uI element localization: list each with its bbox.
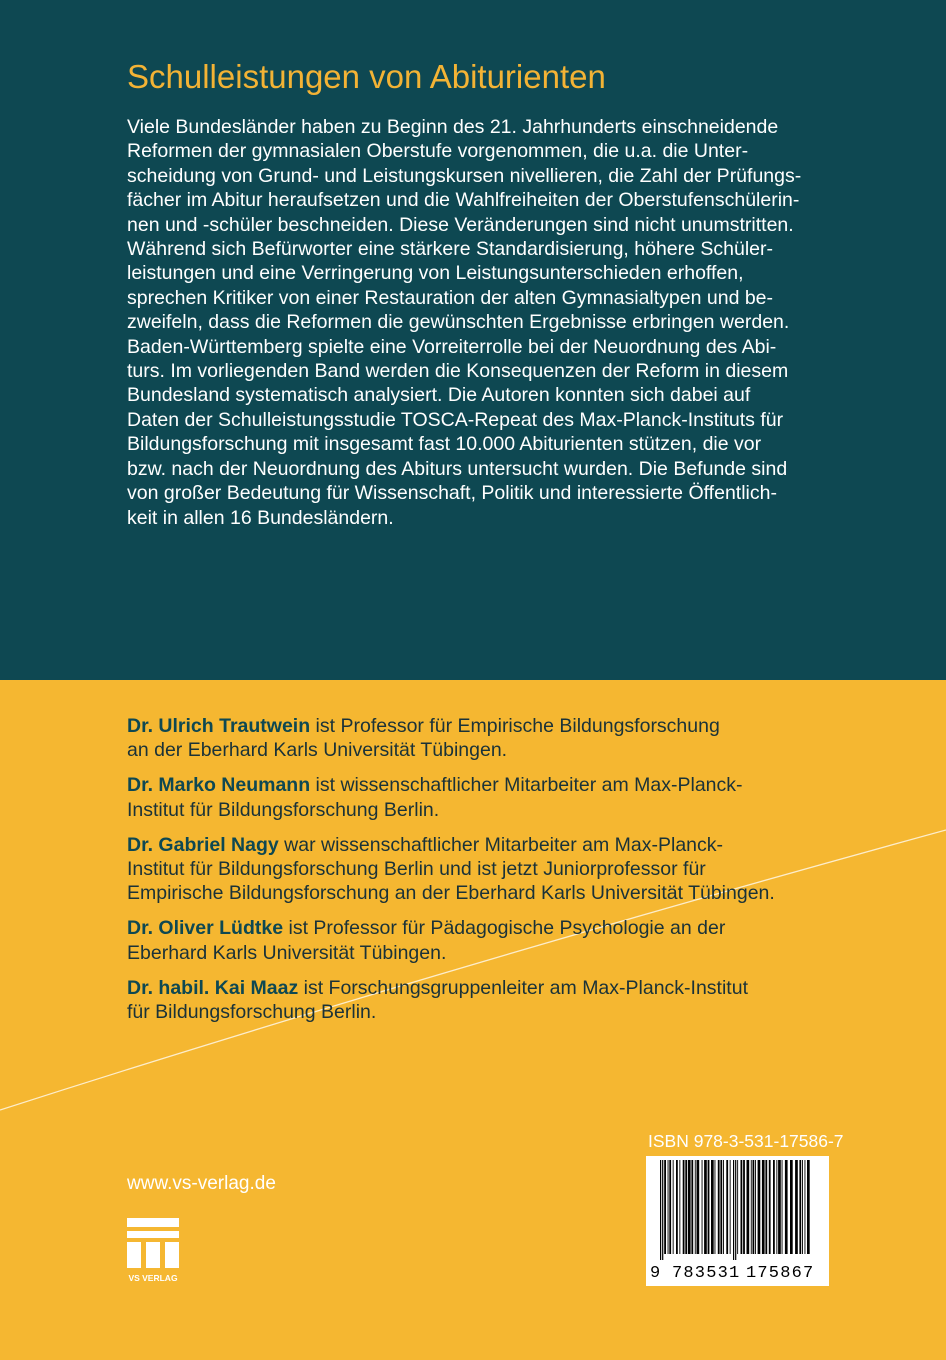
author-bio-line: Eberhard Karls Universität Tübingen. <box>127 941 447 964</box>
barcode-bar <box>799 1160 801 1254</box>
author-name: Dr. Gabriel Nagy <box>127 833 279 856</box>
barcode-bar <box>702 1160 703 1254</box>
barcode-bar <box>790 1160 793 1254</box>
barcode-bar <box>708 1160 710 1254</box>
barcode-bar <box>765 1160 767 1254</box>
barcode-bar <box>718 1160 720 1254</box>
barcode-bar <box>805 1160 806 1254</box>
author-bio-text: war wissenschaftlicher Mitarbeiter am Max-Planck- <box>278 833 724 856</box>
barcode-bar <box>685 1160 687 1254</box>
description-line: keit in allen 16 Bundesländern. <box>127 506 394 529</box>
isbn-label: ISBN 978-3-531-17586-7 <box>648 1131 844 1151</box>
barcode-bar <box>785 1160 788 1254</box>
author-name: Dr. Oliver Lüdtke <box>127 917 284 940</box>
barcode-bar <box>715 1160 716 1254</box>
barcode-bar <box>704 1160 707 1254</box>
author-bio-text: ist Forschungsgruppenleiter am Max-Planck-Institut <box>298 976 748 999</box>
barcode-digit-group-left: 783531 <box>672 1264 741 1283</box>
description-line: Viele Bundesländer haben zu Beginn des 21. Jahrhunderts einschneidende <box>127 116 779 138</box>
barcode-bar <box>769 1160 771 1254</box>
barcode-bar <box>688 1160 691 1254</box>
barcode-bar <box>673 1160 674 1254</box>
author-bios <box>127 714 827 1035</box>
barcode-bar <box>730 1160 731 1254</box>
barcode-bar <box>782 1160 783 1254</box>
description-line: Baden-Württemberg spielte eine Vorreiterrolle bei der Neuordnung des Abi- <box>127 335 777 358</box>
barcode-bar <box>676 1160 678 1254</box>
author-bio <box>127 773 827 822</box>
description-line: sprechen Kritiker von einer Restauration der alten Gymnasialtypen und be- <box>127 286 774 309</box>
description-line: fächer im Abitur heraufsetzen und die Wahlfreiheiten der Oberstufenschülerin- <box>127 189 800 212</box>
description-line: leistungen und eine Verringerung von Leistungsunterschieden erhoffen, <box>127 262 744 285</box>
barcode-bar <box>669 1160 671 1254</box>
barcode-bar <box>795 1160 798 1254</box>
author-name: Dr. Ulrich Trautwein <box>127 715 311 737</box>
barcode-bar <box>755 1160 756 1254</box>
barcode-digit-group-right: 175867 <box>746 1264 815 1283</box>
barcode-bar <box>726 1160 728 1254</box>
author-bio <box>127 714 827 763</box>
isbn-barcode <box>646 1156 829 1286</box>
barcode-bars <box>660 1160 816 1260</box>
author-bio-line: Institut für Bildungsforschung Berlin. <box>127 798 440 821</box>
barcode-bar <box>807 1160 810 1254</box>
book-title: Schulleistungen von Abiturienten <box>127 58 606 95</box>
barcode-bar <box>683 1160 685 1254</box>
barcode-digit-first: 9 <box>650 1264 661 1283</box>
barcode-bar <box>733 1160 734 1260</box>
author-bio-line <box>127 714 827 738</box>
author-bio-line <box>127 976 827 1000</box>
barcode-bar <box>735 1160 736 1260</box>
description-line: Während sich Befürworter eine stärkere Standardisierung, höhere Schüler- <box>127 238 773 261</box>
author-bio-line: Empirische Bildungsforschung an der Eberhard Karls Universität Tübingen. <box>127 882 775 905</box>
description-line: scheidung von Grund- und Leistungskursen nivellieren, die Zahl der Prüfungs- <box>127 164 802 187</box>
barcode-bar <box>758 1160 761 1254</box>
author-bio <box>127 833 827 906</box>
barcode-bar <box>723 1160 724 1254</box>
author-bio-line: für Bildungsforschung Berlin. <box>127 1001 377 1024</box>
barcode-bar <box>802 1160 803 1254</box>
vs-verlag-logo <box>127 1218 179 1284</box>
author-bio-line: an der Eberhard Karls Universität Tübingen. <box>127 739 508 762</box>
author-bio <box>127 916 827 965</box>
author-name: Dr. habil. Kai Maaz <box>127 976 299 999</box>
barcode-bar <box>776 1160 777 1254</box>
barcode-bar <box>668 1160 669 1254</box>
barcode-bar <box>664 1160 666 1254</box>
description-line: turs. Im vorliegenden Band werden die Konsequenzen der Reform in diesem <box>127 360 789 383</box>
description-line: zweifeln, dass die Reformen die gewünschten Ergebnisse erbringen werden. <box>127 311 790 334</box>
barcode-bar <box>753 1160 755 1254</box>
description-line: bzw. nach der Neuordnung des Abiturs untersucht wurden. Die Befunde sind <box>127 457 788 480</box>
barcode-bar <box>691 1160 693 1254</box>
author-bio-line: Institut für Bildungsforschung Berlin und ist jetzt Juniorprofessor für <box>127 858 706 881</box>
description-line: Bildungsforschung mit insgesamt fast 10.000 Abiturienten stützen, die vor <box>127 433 762 456</box>
barcode-bar <box>662 1160 663 1260</box>
barcode-bar <box>762 1160 765 1254</box>
barcode-bar <box>697 1160 700 1254</box>
author-bio-text: ist Professor für Pädagogische Psychologie an der <box>283 917 726 940</box>
barcode-bar <box>743 1160 745 1254</box>
description-line: Bundesland systematisch analysiert. Die Autoren konnten sich dabei auf <box>127 384 751 407</box>
author-bio-line <box>127 916 827 940</box>
barcode-bar <box>741 1160 743 1254</box>
author-bio-line <box>127 773 827 797</box>
barcode-bar <box>679 1160 680 1254</box>
author-bio <box>127 976 827 1025</box>
author-name: Dr. Marko Neumann <box>127 774 311 797</box>
description-line: nen und -schüler beschneiden. Diese Veränderungen sind nicht unumstritten. <box>127 213 794 236</box>
barcode-bar <box>778 1160 781 1254</box>
author-bio-line <box>127 833 827 857</box>
author-bio-text: ist Professor für Empirische Bildungsforschung <box>310 715 720 737</box>
description-line: von großer Bedeutung für Wissenschaft, Politik und interessierte Öffentlich- <box>127 482 777 505</box>
barcode-bar <box>773 1160 775 1254</box>
barcode-bar <box>660 1160 661 1260</box>
logo-text: VS VERLAG <box>128 1273 178 1283</box>
barcode-bar <box>747 1160 750 1254</box>
barcode-bar <box>711 1160 714 1254</box>
barcode-bar <box>720 1160 722 1254</box>
barcode-bar <box>695 1160 696 1254</box>
barcode-digits <box>646 1263 829 1285</box>
publisher-url[interactable]: www.vs-verlag.de <box>127 1173 276 1194</box>
barcode-bar <box>751 1160 752 1254</box>
description-line: Reformen der gymnasialen Oberstufe vorgenommen, die u.a. die Unter- <box>127 140 749 163</box>
author-bio-text: ist wissenschaftlicher Mitarbeiter am Max-Planck- <box>310 774 743 797</box>
book-description <box>127 115 827 530</box>
barcode-bar <box>737 1160 738 1254</box>
description-line: Daten der Schulleistungsstudie TOSCA-Repeat des Max-Planck-Instituts für <box>127 408 784 431</box>
